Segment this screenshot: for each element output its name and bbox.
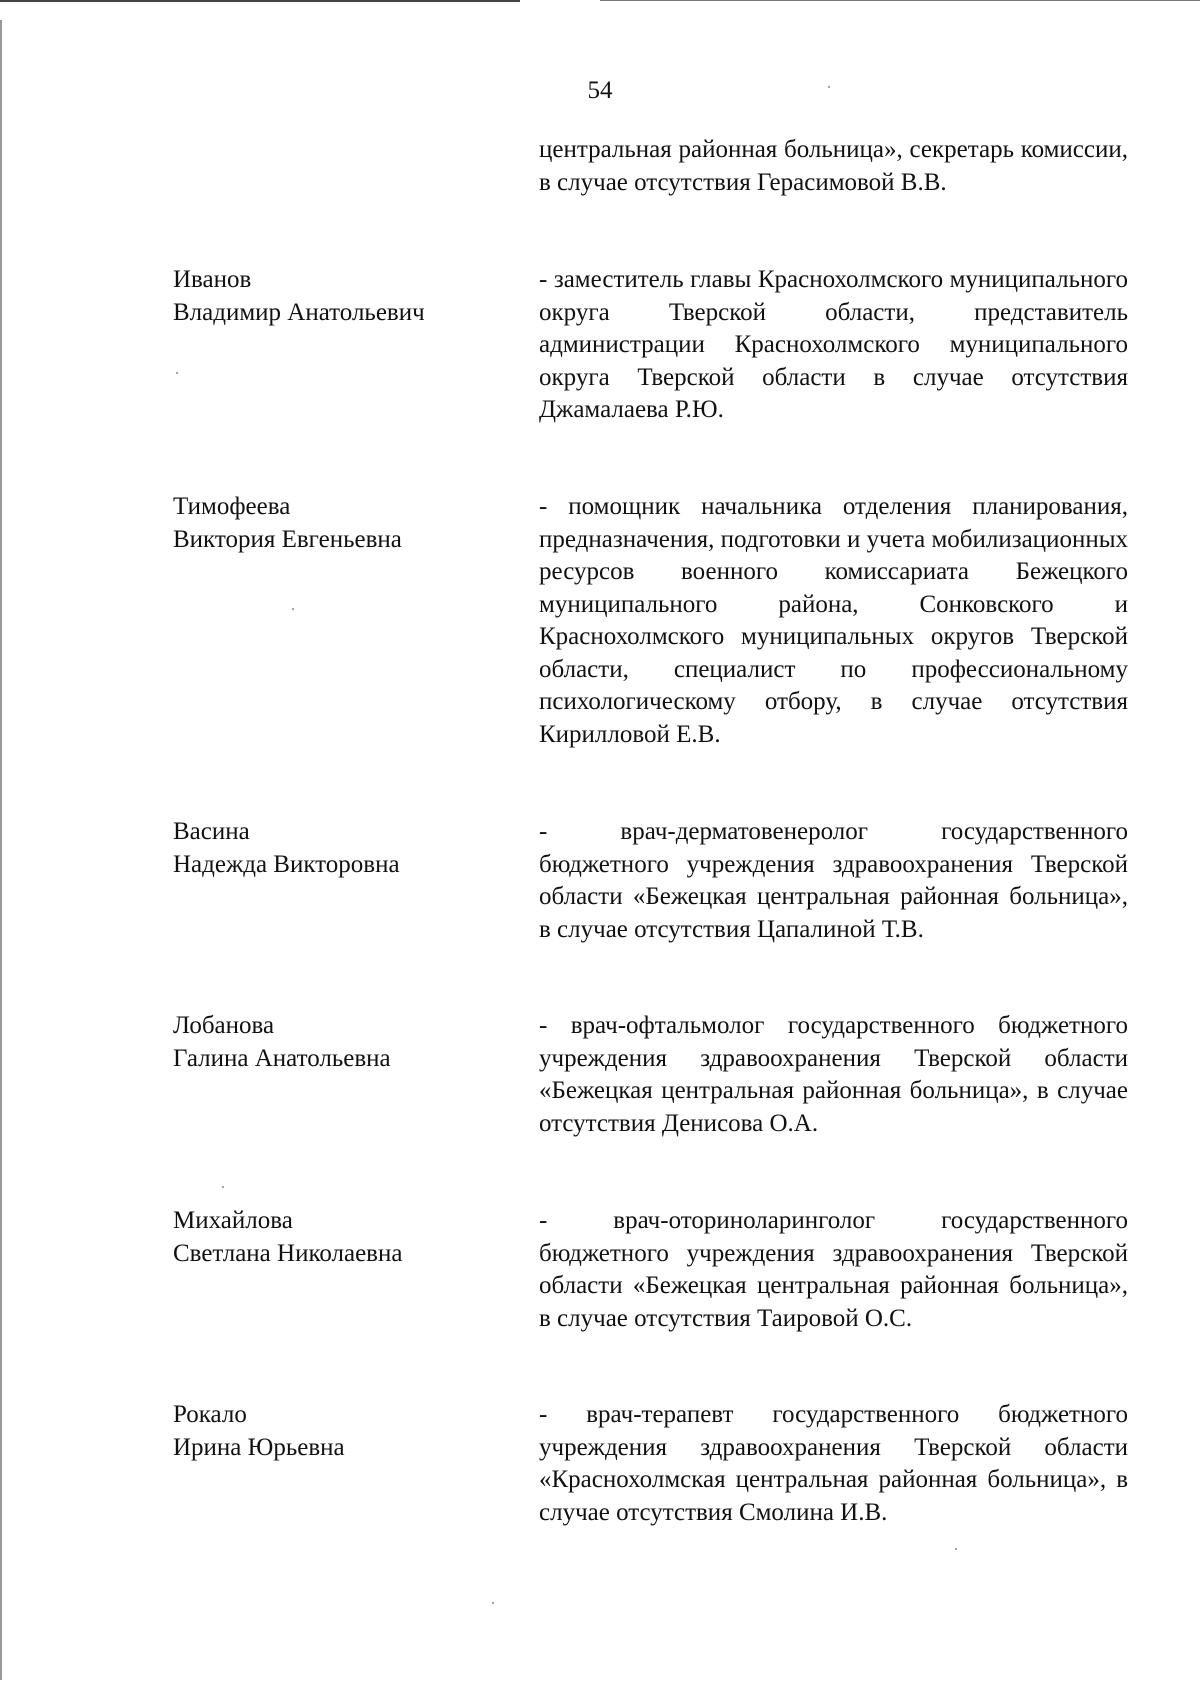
scan-speck [292,608,294,610]
member-name [173,816,503,881]
member-given-names: Ирина Юрьевна [173,1433,345,1461]
member-name [173,1399,503,1464]
member-surname: Михайлова [173,1207,293,1234]
member-name [173,1205,503,1270]
scan-edge-top-right [600,0,1200,1]
member-name [173,491,503,556]
member-role: - врач-дерматовенеролог государственного бюджетного учреждения здравоохранения Тверской области «Бежецкая центральная районная больница», в случае отсутствия Цапалиной Т.В. [539,818,1128,943]
member-given-names: Владимир Анатольевич [173,298,425,326]
member-role: - помощник начальника отделения планирования, предназначения, подготовки и учета мобилизационных ресурсов военного комиссариата Бежецкого муниципального района, Сонковского и Краснохолмского муниципальных округов Тверской области, специалист по профессиональному психологическому отбору, в случае отсутствия Кирилловой Е.В. [539,493,1128,748]
member-role: - врач-оториноларинголог государственного бюджетного учреждения здравоохранения Тверской области «Бежецкая центральная районная больница», в случае отсутствия Таировой О.С. [539,1207,1128,1332]
member-surname: Рокало [173,1401,247,1428]
scan-speck [492,1602,494,1604]
member-surname: Тимофеева [173,493,291,520]
member-given-names: Надежда Викторовна [173,850,400,878]
scan-speck [222,1186,224,1188]
member-name [173,1010,503,1075]
continuation-text: центральная районная больница», секретарь комиссии, в случае отсутствия Герасимовой В.В. [539,136,1128,196]
member-surname: Лобанова [173,1012,275,1039]
member-given-names: Светлана Николаевна [173,1239,403,1267]
member-name [173,264,503,329]
scan-edge-top [0,0,520,2]
member-role: - врач-терапевт государственного бюджетного учреждения здравоохранения Тверской области «Краснохолмская центральная районная больница», в случае отсутствия Смолина И.В. [539,1401,1128,1526]
scan-edge-left [0,20,2,1680]
scan-speck [176,372,178,374]
member-given-names: Виктория Евгеньевна [173,525,402,553]
member-surname: Васина [173,818,250,845]
member-role: - заместитель главы Краснохолмского муниципального округа Тверской области, представитель администрации Краснохолмского муниципального округа Тверской области в случае отсутствия Джамалаева Р.Ю. [539,266,1128,423]
page-number: 54 [587,77,613,104]
member-role: - врач-офтальмолог государственного бюджетного учреждения здравоохранения Тверской области «Бежецкая центральная районная больница», в случае отсутствия Денисова О.А. [539,1012,1128,1137]
member-given-names: Галина Анатольевна [173,1044,391,1072]
scan-speck [955,1548,957,1550]
member-surname: Иванов [173,266,252,293]
